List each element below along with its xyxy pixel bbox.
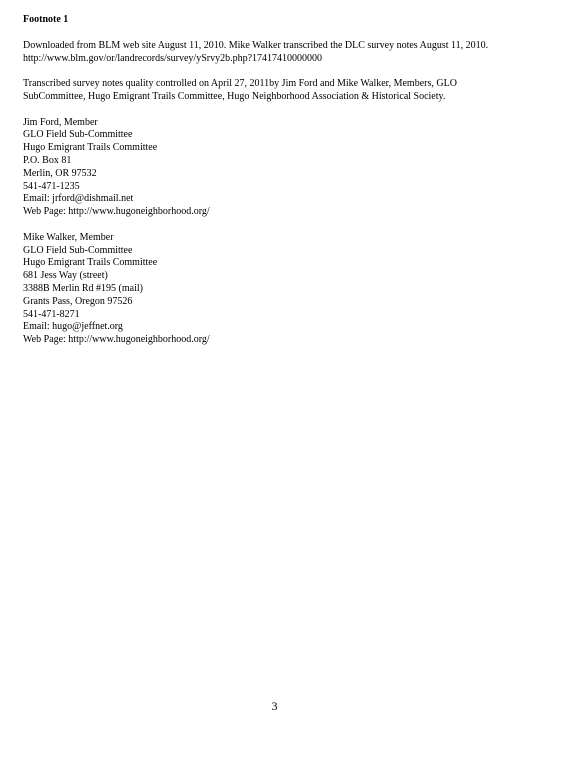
- source-paragraph: [23, 40, 543, 66]
- footnote-heading: Footnote 1: [23, 14, 69, 25]
- source-url-line: http://www.blm.gov/or/landrecords/survey/ySrvy2b.php?17417410000000: [23, 52, 323, 64]
- contact-email: Email: hugo@jeffnet.org: [23, 321, 123, 333]
- contact-committee: Hugo Emigrant Trails Committee: [23, 257, 158, 269]
- quality-control-line: Transcribed survey notes quality controlled on April 27, 2011by Jim Ford and Mike Walker, Members, GLO: [23, 78, 457, 90]
- contact-name: Jim Ford, Member: [23, 116, 98, 128]
- contact-web-page: Web Page: http://www.hugoneighborhood.org/: [23, 334, 210, 346]
- contact-email: Email: jrford@dishmail.net: [23, 193, 134, 205]
- contact-address: 3388B Merlin Rd #195 (mail): [23, 282, 143, 294]
- contact-name: Mike Walker, Member: [23, 231, 114, 243]
- contact-committee: GLO Field Sub-Committee: [23, 129, 133, 141]
- contact-committee: Hugo Emigrant Trails Committee: [23, 142, 158, 154]
- contact-address: Grants Pass, Oregon 97526: [23, 295, 133, 307]
- contact-address: 681 Jess Way (street): [23, 270, 108, 282]
- contact-phone: 541-471-8271: [23, 308, 80, 320]
- contact-committee: GLO Field Sub-Committee: [23, 244, 133, 256]
- contact-address: Merlin, OR 97532: [23, 167, 97, 179]
- source-text-line: Downloaded from BLM web site August 11, 2010. Mike Walker transcribed the DLC survey notes August 11, 2010.: [23, 39, 489, 51]
- page-number: 3: [271, 699, 278, 713]
- page-content: [23, 14, 543, 360]
- contact-block-mike-walker: [23, 232, 543, 347]
- contact-phone: 541-471-1235: [23, 180, 80, 192]
- quality-control-paragraph: [23, 78, 543, 104]
- quality-control-line: SubCommittee, Hugo Emigrant Trails Committee, Hugo Neighborhood Association & Historical Society.: [23, 90, 446, 102]
- contact-web-page: Web Page: http://www.hugoneighborhood.org/: [23, 206, 210, 218]
- contact-address: P.O. Box 81: [23, 154, 72, 166]
- contact-block-jim-ford: [23, 117, 543, 219]
